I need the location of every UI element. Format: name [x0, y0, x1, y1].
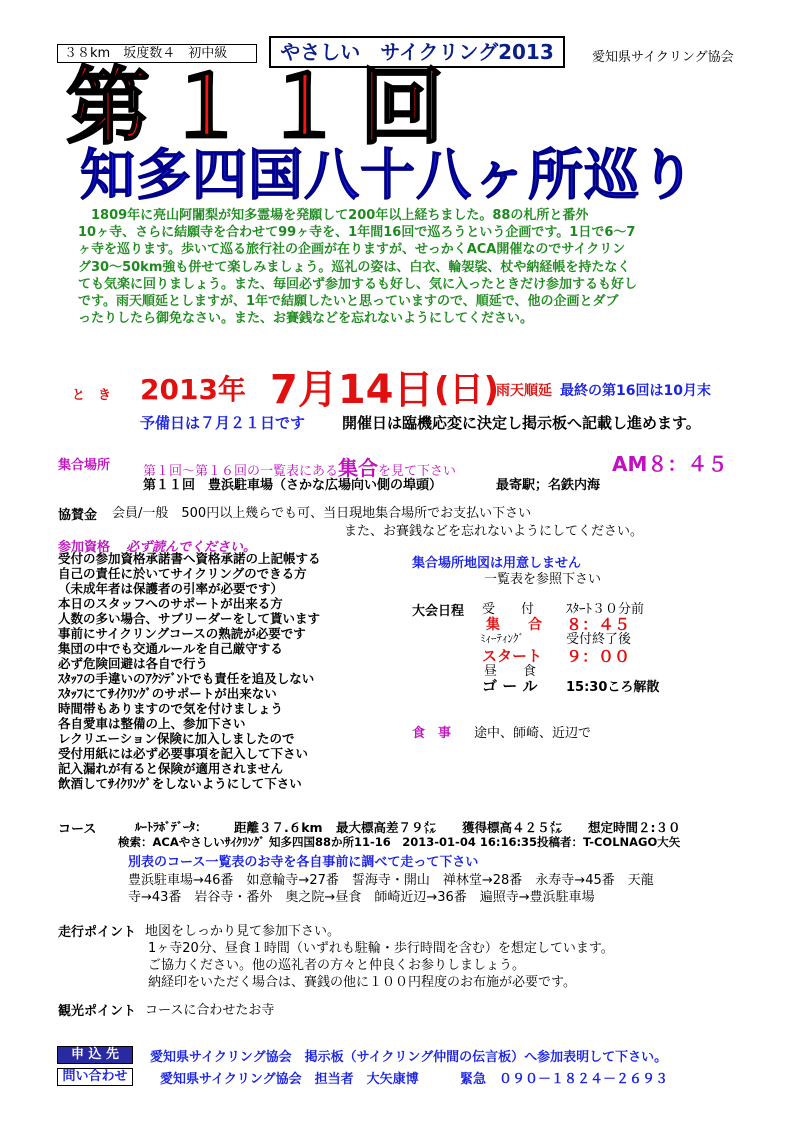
qualification-label: 参加資格: [58, 540, 111, 555]
contact-label: 問い合わせ: [57, 1068, 133, 1086]
schedule-start-time: ９：００: [566, 647, 631, 666]
intro-line: グ30～50km強も併せて楽しみましょう。巡礼の姿は、白衣、輪袈裟、杖や納経帳を持たなく: [78, 259, 631, 275]
meeting-label: 集合場所: [58, 458, 111, 473]
nearest-station: 最寄駅；名鉄内海: [496, 478, 601, 493]
schedule-start-label: スタート: [482, 647, 543, 665]
map-note: 一覧表を参照下さい: [484, 572, 602, 587]
schedule-reception: 受 付: [482, 602, 535, 617]
intro-line: 10ヶ寺、さらに結願寺を合わせて99ヶ寺を、1年間16回で巡ろうという企画です。1日で6～7: [78, 225, 636, 241]
points-line: ご協力ください。他の巡礼者の方々と仲良くお参りしましょう。: [148, 958, 526, 973]
course-max-altitude: 最大標高差７９㍍: [336, 820, 437, 835]
course-note: 別表のコース一覧表のお寺を各自事前に調べて走って下さい: [128, 855, 479, 870]
points-label: 走行ポイント: [58, 925, 137, 940]
qualification-item: 受付の参加資格承諾書へ資格承諾の上記帳する: [58, 551, 321, 566]
schedule-meeting: ﾐｨｰﾃｨﾝｸﾞ: [480, 632, 524, 645]
fee-line-2: また、お賽銭などを忘れないようにしてください。: [344, 524, 644, 539]
sightseeing-label: 観光ポイント: [58, 1004, 137, 1019]
meeting-place: 第１１回 豊浜駐車場（さかな広場向い側の埠頭）: [143, 478, 443, 493]
series-title-box: やさしい サイクリング2013: [269, 36, 565, 68]
date-year: 2013年: [140, 373, 246, 406]
event-main-title: 知多四国八十八ヶ所巡り: [80, 143, 697, 207]
qualification-item: 時間帯もありますので気を付けましょう: [58, 701, 284, 716]
points-line: 納経印をいただく場合は、賽銭の他に１００円程度のお布施が必要です。: [148, 975, 576, 990]
course-route-line-2: 寺→43番 岩谷寺・番外 奥之院→昼食 師崎近辺→36番 遍照寺→豊浜駐車場: [128, 890, 595, 905]
qualification-item: ｽﾀｯﾌにてｻｲｸﾘﾝｸﾞのサポートが出来ない: [58, 686, 277, 701]
reserve-note: 開催日は臨機応変に決定し掲示板へ記載し進めます。: [342, 414, 701, 432]
qualification-item: 記入漏れが有ると保険が適用されません: [58, 761, 284, 776]
organizer: 愛知県サイクリング協会: [592, 50, 734, 65]
map-title: 集合場所地図は用意しません: [412, 556, 582, 571]
apply-label: 申 込 先: [57, 1046, 133, 1064]
rain-postpone: 雨天順延: [496, 383, 552, 399]
date-month-day: 7月14日: [270, 367, 434, 413]
qualification-item: 各自愛車は整備の上、参加下さい: [58, 716, 246, 731]
contact-phone: 緊急 ０９０－１８２４－２６９３: [460, 1072, 669, 1087]
intro-line: ヶ寺を巡ります。歩いて巡る旅行社の企画が在りますが、せっかくACA開催なのでサイクリン: [78, 242, 626, 258]
course-route-line-1: 豊浜駐車場→46番 如意輪寺→27番 誓海寺・開山 禅林堂→28番 永寿寺→45番 天龍: [128, 873, 654, 888]
course-label: コース: [58, 822, 97, 837]
fee-line-1: 会員/一般 500円以上幾らでも可、当日現地集合場所でお支払い下さい: [112, 506, 532, 521]
course-search: 検索：ACAやさしいｻｲｸﾘﾝｸﾞ 知多四国88か所11-16 2013-01-04 16:16:35投稿者：T-COLNAGO大矢: [118, 835, 681, 849]
reserve-day: 予備日は７月２１日です: [140, 414, 306, 432]
meeting-emphasis: 集合: [338, 456, 379, 480]
date-weekday: (日): [434, 370, 500, 410]
meeting-pre: 第１回～第１６回の一覧表にある: [143, 464, 339, 479]
meal-label: 食 事: [412, 726, 452, 741]
qualification-item: 受付用紙には必ず必要事項を記入して下さい: [58, 746, 309, 761]
schedule-reception-note: ｽﾀｰﾄ３０分前: [566, 602, 645, 617]
qualification-item: 集団の中でも交通ルールを自己厳守する: [58, 641, 283, 656]
points-line: 地図をしっかり見て参加下さい。: [145, 924, 341, 939]
qualification-item: 必ず危険回避は各自で行う: [58, 656, 209, 671]
intro-line: です。雨天順延としますが、1年で結願したいと思っていますので、順延で、他の企画とダブ: [78, 294, 619, 310]
course-climb: 獲得標高４２５㍍: [462, 820, 563, 835]
qualification-item: 自己の責任に於いてサイクリングのできる方: [58, 566, 307, 581]
contact-text: 愛知県サイクリング協会 担当者 大矢康博: [160, 1072, 419, 1087]
meeting-post: を見て下さい: [378, 464, 457, 479]
schedule-meeting-note: 受付終了後: [566, 632, 632, 647]
qualification-item: 飲酒してｻｲｸﾘﾝｸﾞをしないようにして下さい: [58, 776, 302, 791]
route-data-label: ﾙｰﾄﾗﾎﾞﾃﾞｰﾀ：: [135, 820, 208, 834]
intro-line: 1809年に亮山阿闍梨が知多霊場を発願して200年以上経ちました。88の札所と番外: [78, 208, 589, 223]
qualification-item: 本日のスタッフへのサポートが出来る方: [58, 596, 283, 611]
qualification-item: 事前にサイクリングコースの熟読が必要です: [58, 626, 306, 641]
date-label: と き: [72, 388, 112, 403]
schedule-label: 大会日程: [412, 604, 465, 619]
meeting-time: AM８：４５: [612, 452, 728, 476]
qualification-item: （未成年者は保護者の引率が必要です）: [58, 581, 284, 596]
final-event-note: 最終の第16回は10月末: [560, 383, 711, 399]
schedule-goal-time: 15:30ころ解散: [566, 680, 660, 695]
qualification-must-read: 必ず読んでください。: [126, 540, 257, 555]
points-line: 1ヶ寺20分、昼食１時間（いずれも駐輪・歩行時間を含む）を想定しています。: [148, 941, 614, 956]
course-distance: 距離３７.６km: [234, 820, 323, 835]
schedule-lunch: 昼 食: [484, 664, 537, 679]
schedule-goal-label: ゴ ー ル: [482, 677, 538, 695]
course-time: 想定時間２:３０: [588, 820, 681, 835]
course-spec-box: ３８km 坂度数４ 初中級: [57, 44, 257, 63]
intro-text: [78, 207, 758, 327]
schedule-gather-label: 集 合: [486, 617, 542, 633]
sightseeing-text: コースに合わせたお寺: [145, 1003, 275, 1018]
schedule-gather-time: ８：４５: [566, 615, 631, 634]
intro-line: ても気楽に回りましょう。また、毎回必ず参加するも好し、気に入ったときだけ参加するも好し: [78, 276, 638, 292]
apply-text: 愛知県サイクリング協会 掲示板（サイクリング仲間の伝言板）へ参加表明して下さい。: [150, 1050, 668, 1065]
qualification-item: レクリエーション保険に加入しましたので: [58, 731, 295, 746]
fee-label: 協賛金: [58, 508, 98, 523]
qualification-item: ｽﾀｯﾌの手違いのｱｸｼﾃﾞﾝﾄでも責任を追及しない: [58, 671, 315, 686]
event-number-title: 第１１回: [66, 58, 459, 156]
qualification-item: 人数の多い場合、サブリーダーをして貰います: [58, 611, 321, 626]
meal-text: 途中、師崎、近辺で: [474, 726, 592, 741]
intro-line: ったりしたら御免なさい。また、お賽銭などを忘れないようにしてください。: [78, 311, 534, 327]
